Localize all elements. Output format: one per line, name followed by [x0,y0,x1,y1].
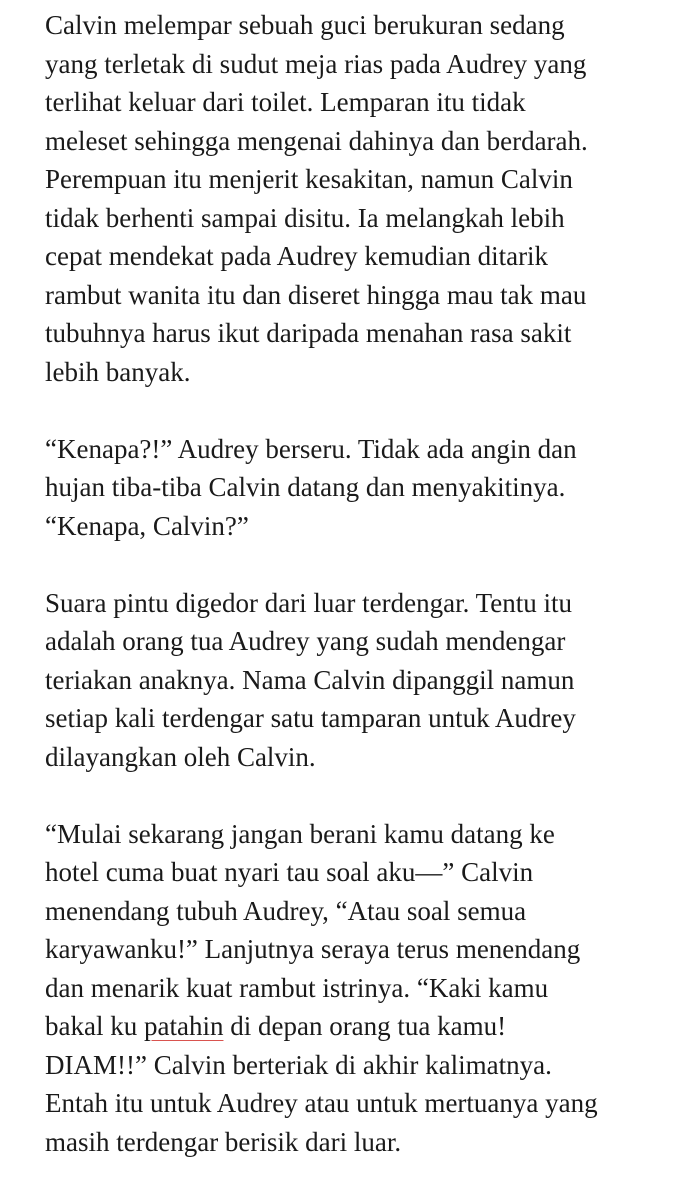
paragraph-1 [45,6,656,391]
misspelled-word[interactable]: patahin [143,1011,224,1041]
text-line: adalah orang tua Audrey yang sudah mendengar [45,626,566,656]
text-line: yang terletak di sudut meja rias pada Audrey yang [45,48,587,79]
text-line: teriakan anaknya. Nama Calvin dipanggil namun [45,664,575,695]
text-line: masih terdengar berisik dari luar. [45,1126,402,1157]
paragraph-3 [45,584,656,777]
text-line-with-spellcheck [45,1007,656,1046]
text-line: “Mulai sekarang jangan berani kamu datang ke [45,818,555,849]
line-end: di depan orang tua kamu! [223,1011,507,1041]
text-line: rambut wanita itu dan diseret hingga mau tak mau [45,279,587,310]
line-start: bakal ku [45,1011,144,1041]
text-line: tubuhnya harus ikut daripada menahan rasa sakit [45,318,572,348]
text-line: lebih banyak. [45,356,191,387]
text-line: dilayangkan oleh Calvin. [45,741,316,772]
text-line: tidak berhenti sampai disitu. Ia melangkah lebih [45,202,565,233]
text-line: Suara pintu digedor dari luar terdengar. Tentu itu [45,587,572,618]
text-line: dan menarik kuat rambut istrinya. “Kaki kamu [45,972,549,1003]
text-line: hotel cuma buat nyari tau soal aku—” Calvin [45,857,534,887]
text-line: setiap kali terdengar satu tamparan untuk Audrey [45,703,576,733]
text-line: karyawanku!” Lanjutnya seraya terus menendang [45,934,581,964]
text-line: hujan tiba-tiba Calvin datang dan menyakitinya. [45,472,566,502]
paragraph-4 [45,815,656,1162]
text-line: “Kenapa?!” Audrey berseru. Tidak ada angin dan [45,433,577,464]
text-line: DIAM!!” Calvin berteriak di akhir kalimatnya. [45,1049,552,1080]
text-line: Calvin melempar sebuah guci berukuran sedang [45,10,565,40]
text-line: Entah itu untuk Audrey atau untuk mertuanya yang [45,1088,598,1118]
paragraph-2 [45,430,656,546]
text-line: cepat mendekat pada Audrey kemudian ditarik [45,241,549,271]
text-line: meleset sehingga mengenai dahinya dan berdarah. [45,125,588,156]
text-line: menendang tubuh Audrey, “Atau soal semua [45,895,527,926]
text-line: Perempuan itu menjerit kesakitan, namun Calvin [45,164,573,194]
text-line: terlihat keluar dari toilet. Lemparan itu tidak [45,87,526,117]
text-line: “Kenapa, Calvin?” [45,510,249,541]
